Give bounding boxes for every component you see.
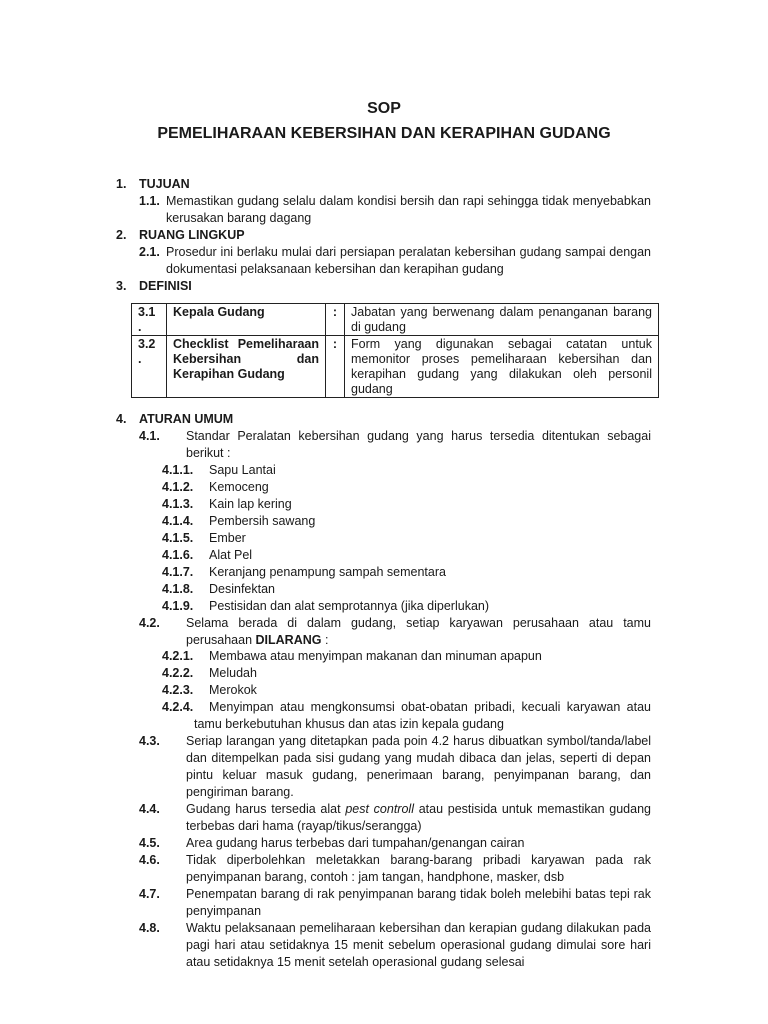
item-4-2-text [186,615,651,649]
item-4-4-italic-term: pest controll [345,802,414,816]
item-4-7-text: Penempatan barang di rak penyimpanan barang tidak boleh melebihi batas tepi rak penyimpanan [186,887,651,918]
item-4-5-text: Area gudang harus terbebas dari tumpahan/genangan cairan [186,836,525,850]
list-item-text: Kemoceng [209,480,269,494]
item-2-1-text: Prosedur ini berlaku mulai dari persiapan peralatan kebersihan gudang sampai dengan dokumentasi pelaksanaan kebersihan dan kerapihan gudang [166,245,651,276]
list-item-text: Pembersih sawang [209,514,316,528]
section-1-number: 1. [116,177,127,191]
table-row [132,304,659,336]
item-4-3-number: 4.3. [139,734,160,748]
item-2-1-number: 2.1. [139,245,160,259]
item-4-8-text: Waktu pelaksanaan pemeliharaan kebersihan dan kerapian gudang dilakukan pada pagi hari atau setidaknya 15 menit sebelum operasional gudang dimulai sore hari atau setidaknya 15 menit setelah operasional gudang selesai [186,921,651,969]
list-item-number: 4.1.8. [162,582,194,596]
item-4-2-text-part: Selama berada di dalam gudang, setiap karyawan perusahaan atau tamu perusahaan [186,616,651,647]
list-item-number: 4.2.2. [162,666,194,680]
list-item-text: Menyimpan atau mengkonsumsi obat-obatan pribadi, kecuali karyawan atau tamu berkebutuhan khusus dan atas izin kepala gudang [194,700,651,731]
section-2-number: 2. [116,228,127,242]
item-4-7-number: 4.7. [139,887,160,901]
definition-term: Kepala Gudang [167,304,326,336]
document-title-main: PEMELIHARAAN KEBERSIHAN DAN KERAPIHAN GUDANG [157,125,611,142]
list-item-number: 4.1.6. [162,548,194,562]
list-item-text: Merokok [209,683,257,697]
section-4-number: 4. [116,412,127,426]
definition-colon: : [326,304,345,336]
list-item-number: 4.1.1. [162,463,194,477]
list-item-number: 4.1.4. [162,514,194,528]
list-item-text: Meludah [209,666,257,680]
item-4-5-number: 4.5. [139,836,160,850]
list-item-number: 4.1.7. [162,565,194,579]
list-item-text: Ember [209,531,246,545]
definition-colon: : [326,336,345,398]
section-1-heading: TUJUAN [139,177,190,191]
definition-number: 3.2 . [132,336,167,398]
list-item-text: Desinfektan [209,582,276,596]
item-4-3-text: Seriap larangan yang ditetapkan pada poin 4.2 harus dibuatkan symbol/tanda/label dan ditempelkan pada sisi gudang yang mudah dibaca dan jelas, seperti di depan pintu keluar masuk gudang, penerimaan barang, penyimpanan barang, dan pengiriman barang. [186,734,651,799]
item-4-1-text: Standar Peralatan kebersihan gudang yang harus tersedia ditentukan sebagai berikut : [186,429,651,460]
item-4-4-text-end: atau pestisida untuk memastikan gudang terbebas dari hama (rayap/tikus/serangga) [186,802,651,833]
item-4-1-number: 4.1. [139,429,160,443]
list-item-number: 4.2.4. [162,700,194,714]
section-3-number: 3. [116,279,127,293]
item-1-1-text: Memastikan gudang selalu dalam kondisi bersih dan rapi sehingga tidak menyebabkan kerusakan barang dagang [166,194,651,225]
list-item-number: 4.1.9. [162,599,194,613]
item-4-6-number: 4.6. [139,853,160,867]
definition-table [131,303,659,398]
list-item-text: Pestisidan dan alat semprotannya (jika diperlukan) [209,599,490,613]
list-item-text: Alat Pel [209,548,253,562]
item-4-4-number: 4.4. [139,802,160,816]
item-4-6-text: Tidak diperbolehkan meletakkan barang-barang pribadi karyawan pada rak penyimpanan barang, contoh : jam tangan, handphone, masker, dsb [186,853,651,884]
list-item-number: 4.1.2. [162,480,194,494]
item-4-8-number: 4.8. [139,921,160,935]
section-3-heading: DEFINISI [139,279,192,293]
definition-number: 3.1 . [132,304,167,336]
item-1-1-number: 1.1. [139,194,160,208]
item-4-2-emphasis: DILARANG [255,633,322,647]
section-2-heading: RUANG LINGKUP [139,228,245,242]
definition-description: Jabatan yang berwenang dalam penanganan barang di gudang [345,304,659,336]
document-title-sop: SOP [367,100,401,117]
list-item-text: Keranjang penampung sampah sementara [209,565,446,579]
list-item-text: Sapu Lantai [209,463,276,477]
item-4-2-text-end: : [321,633,329,647]
list-item-number: 4.1.3. [162,497,194,511]
item-4-4-text [186,801,651,835]
definition-description: Form yang digunakan sebagai catatan untuk memonitor proses pemeliharaan kebersihan dan kerapihan gudang yang dilakukan oleh personil gudang [345,336,659,398]
section-4-heading: ATURAN UMUM [139,412,234,426]
list-item-text: Kain lap kering [209,497,292,511]
table-row [132,336,659,398]
item-4-4-text-part: Gudang harus tersedia alat [186,802,346,816]
list-item-number: 4.2.3. [162,683,194,697]
item-4-2-number: 4.2. [139,616,160,630]
list-item-number: 4.2.1. [162,649,194,663]
list-item-number: 4.1.5. [162,531,194,545]
list-item-text: Membawa atau menyimpan makanan dan minuman apapun [209,649,542,663]
definition-term: Checklist Pemeliharaan Kebersihan dan Kerapihan Gudang [167,336,326,398]
